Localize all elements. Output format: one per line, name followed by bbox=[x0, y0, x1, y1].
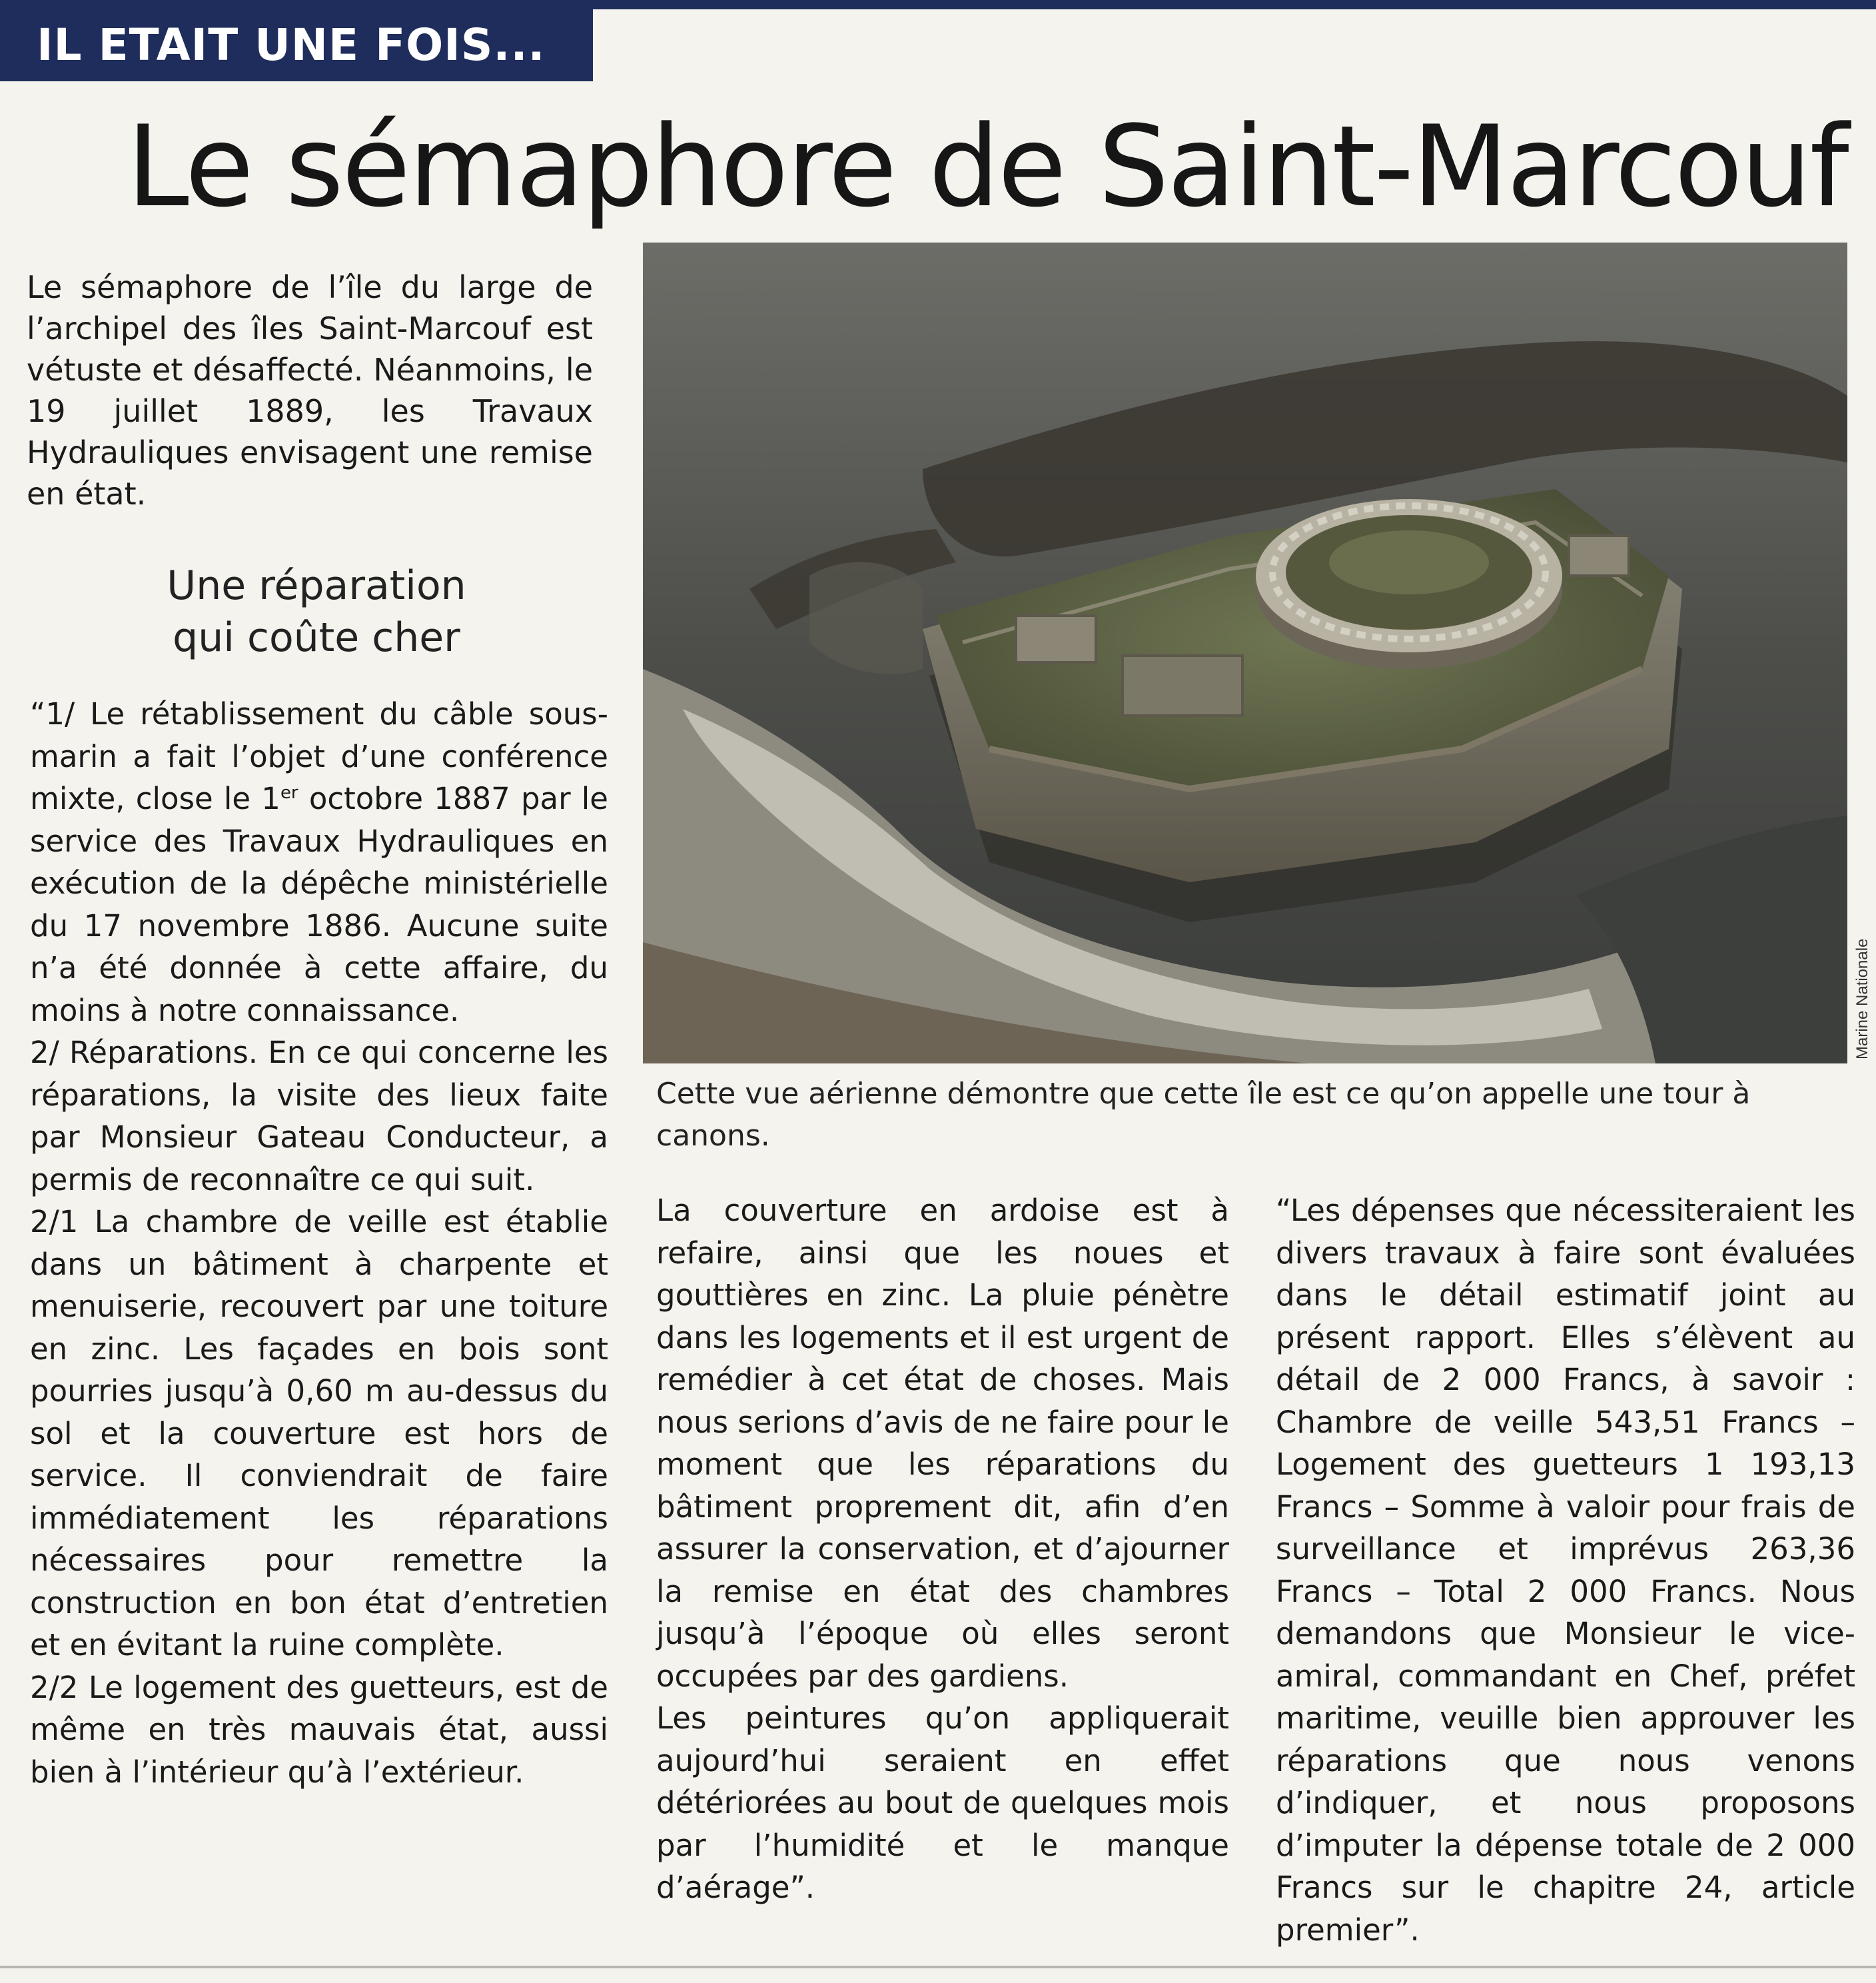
text-column-3 bbox=[1276, 1189, 1855, 1951]
section-rubric: IL ETAIT UNE FOIS... bbox=[0, 9, 593, 81]
paragraph-chambre-de-veille: 2/1 La chambre de veille est établie dans un bâtiment à charpente et menuiserie, recouvert par une toiture en zinc. Les façades en bois sont pourries jusqu’à 0,60 m au-dessus du sol et la couverture est hors de service. Il conviendrait de faire immédiatement les réparations nécessaires pour remettre la construction en bon état d’entretien et en évitant la ruine complète. bbox=[30, 1204, 608, 1662]
text-column-1 bbox=[30, 693, 608, 1793]
paragraph-depenses: “Les dépenses que nécessiteraient les divers travaux à faire sont évaluées dans le détail estimatif joint au présent rapport. Elles s’élèvent au détail de 2 000 Francs, à savoir : Chambre de veille 543,51 Francs – Logement des guetteurs 1 193,13 Francs – Somme à valoir pour frais de surveillance et imprévus 263,36 Francs – Total 2 000 Francs. Nous demandons que Monsieur le vice-amiral, commandant en Chef, préfet maritime, veuille bien approuver les réparations que nous venons d’indiquer, et nous proposons d’imputer la dépense totale de 2 000 Francs sur le chapitre 24, article premier”. bbox=[1276, 1193, 1855, 1948]
aerial-photo bbox=[643, 243, 1847, 1063]
paragraph-cable bbox=[30, 693, 608, 1031]
article-headline: Le sémaphore de Saint-Marcouf bbox=[127, 101, 1847, 232]
top-rule bbox=[0, 0, 1876, 9]
aerial-photo-illustration bbox=[643, 243, 1847, 1063]
photo-credit: Marine Nationale bbox=[1853, 938, 1871, 1059]
paragraph-reparations: 2/ Réparations. En ce qui concerne les réparations, la visite des lieux faite par Monsieur Gateau Conducteur, a permis de reconnaître ce qui suit. bbox=[30, 1035, 608, 1197]
article-intro bbox=[27, 267, 593, 514]
paragraph-logement: 2/2 Le logement des guetteurs, est de même en très mauvais état, aussi bien à l’intérieur qu’à l’extérieur. bbox=[30, 1669, 608, 1790]
text-column-2 bbox=[656, 1189, 1229, 1909]
subheading-line-1: Une réparation bbox=[167, 562, 466, 609]
bottom-rule bbox=[0, 1966, 1876, 1968]
subheading-line-2: qui coûte cher bbox=[173, 614, 460, 661]
paragraph-cable-start: “1/ Le rétablissement du câble sous-marin a fait l’objet d’une conférence mixte, close le 1 bbox=[30, 696, 608, 816]
photo-caption: Cette vue aérienne démontre que cette île est ce qu’on appelle une tour à canons. bbox=[656, 1077, 1751, 1153]
intro-paragraph: Le sémaphore de l’île du large de l’archipel des îles Saint-Marcouf est vétuste et désaffecté. Néanmoins, le 19 juillet 1889, les Travaux Hydrauliques envisagent une remise en état. bbox=[27, 269, 593, 512]
paragraph-cable-end: octobre 1887 par le service des Travaux Hydrauliques en exécution de la dépêche ministérielle du 17 novembre 1886. Aucune suite n’a été donnée à cette affaire, du moins à notre connaissance. bbox=[30, 781, 608, 1028]
paragraph-peintures: Les peintures qu’on appliquerait aujourd’hui seraient en effet détériorées au bout de quelques mois par l’humidité et le manque d’aérage”. bbox=[656, 1700, 1229, 1905]
paragraph-couverture: La couverture en ardoise est à refaire, ainsi que les noues et gouttières en zinc. La pluie pénètre dans les logements et il est urgent de remédier à cet état de choses. Mais nous serions d’avis de ne faire pour le moment que les réparations du bâtiment proprement dit, afin d’en assurer la conservation, et d’ajourner la remise en état des chambres jusqu’à l’époque où elles seront occupées par des gardiens. bbox=[656, 1193, 1229, 1694]
ordinal-superscript: er bbox=[280, 783, 298, 803]
subheading bbox=[27, 560, 606, 664]
